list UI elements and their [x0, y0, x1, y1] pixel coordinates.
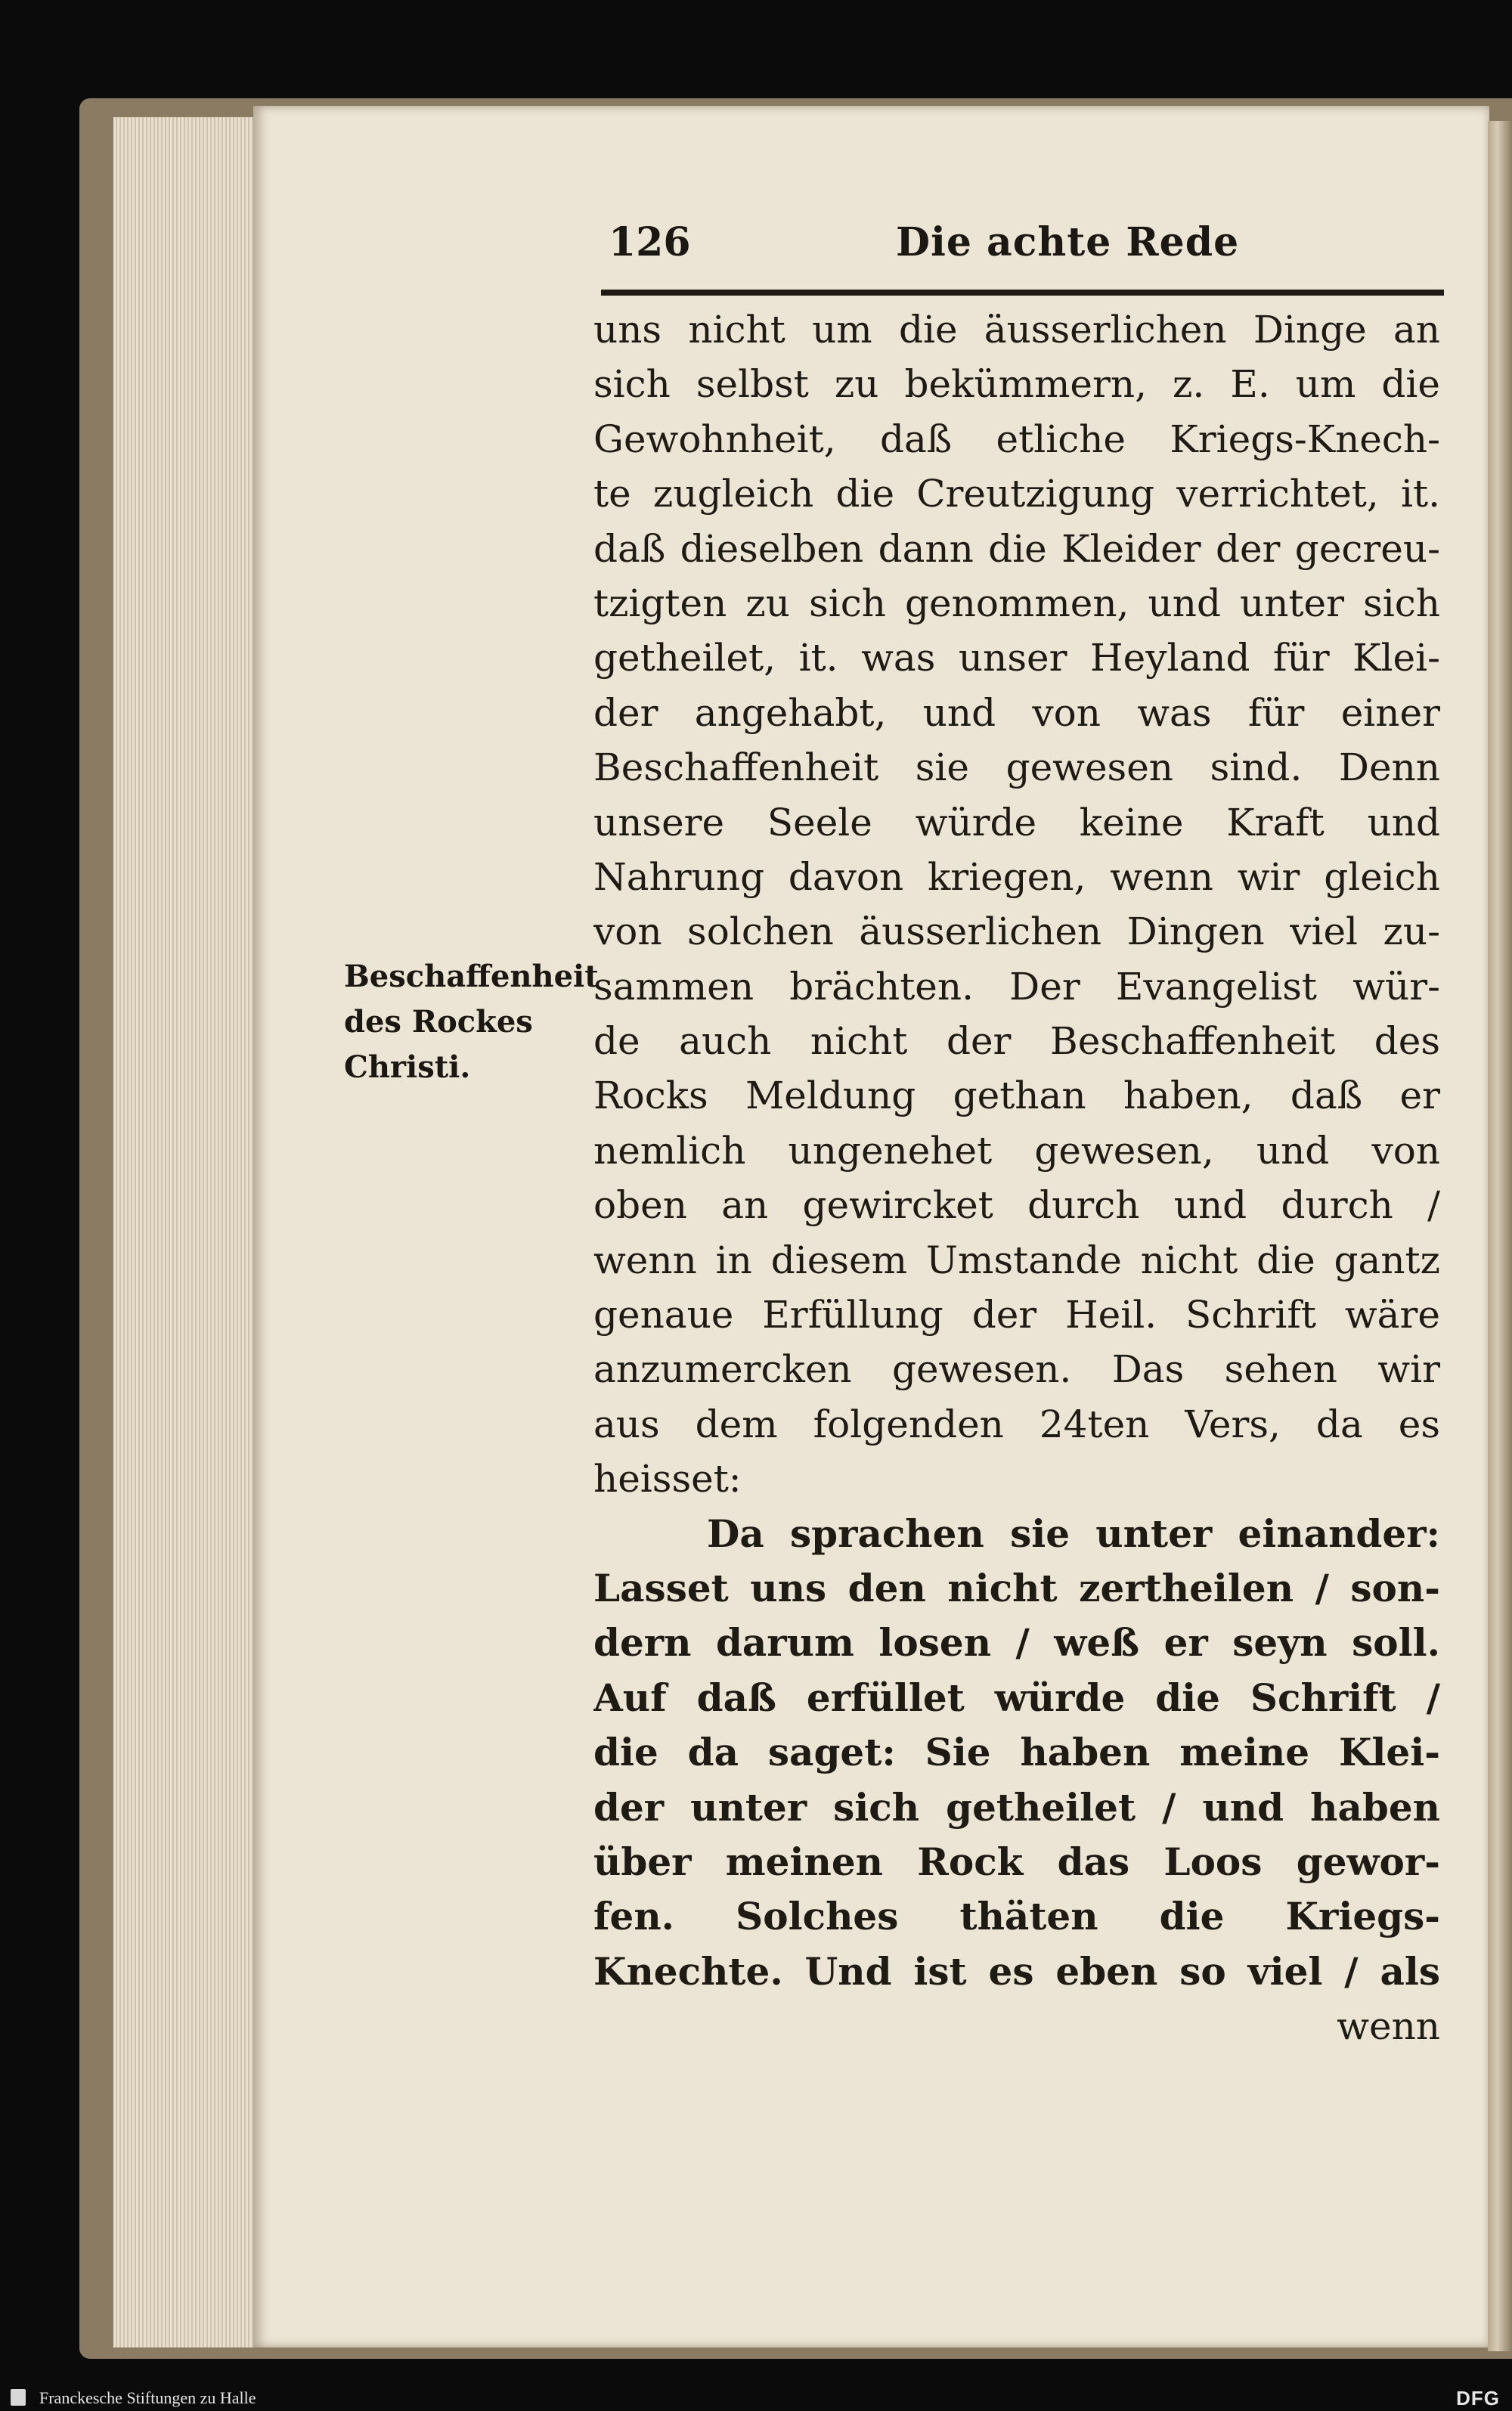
scripture-line: über meinen Rock das Loos gewor- — [593, 1839, 1440, 1884]
text-line: von solchen äusserlichen Dingen viel zu- — [593, 910, 1440, 954]
text-line: Beschaffenheit sie gewesen sind. Denn — [593, 745, 1440, 790]
scripture-line: der unter sich getheilet / und haben — [593, 1784, 1440, 1830]
scripture-line: Da sprachen sie unter einander: — [707, 1511, 1440, 1556]
footer-institution: Franckesche Stiftungen zu Halle — [39, 2388, 256, 2407]
margin-note-line: Beschaffenheit — [344, 959, 599, 994]
francke-foundations-logo-icon — [11, 2389, 26, 2406]
header-rule — [601, 290, 1444, 296]
margin-note — [344, 954, 599, 1090]
text-line: Gewohnheit, daß etliche Kriegs-Knech- — [593, 417, 1440, 461]
scripture-line: fen. Solches thäten die Kriegs- — [593, 1894, 1440, 1939]
page-right-edge — [1488, 121, 1512, 2351]
text-line: sich selbst zu bekümmern, z. E. um die — [593, 362, 1440, 407]
dfg-logo: DFG — [1456, 2387, 1500, 2409]
text-line: unsere Seele würde keine Kraft und — [593, 800, 1440, 844]
margin-note-line: Christi. — [344, 1049, 471, 1085]
text-line: uns nicht um die äusserlichen Dinge an — [593, 308, 1440, 352]
text-line: tzigten zu sich genommen, und unter sich — [593, 581, 1440, 625]
scripture-line: dern darum losen / weß er seyn soll. — [593, 1620, 1440, 1666]
header-title: Die achte Rede — [896, 219, 1240, 265]
text-line: Nahrung davon kriegen, wenn wir gleich — [593, 854, 1440, 899]
catchword: wenn — [1337, 2004, 1440, 2049]
page-number: 126 — [609, 219, 691, 265]
margin-note-line: des Rockes — [344, 1004, 533, 1040]
text-line: der angehabt, und von was für einer — [593, 690, 1440, 735]
text-line: de auch nicht der Beschaffenheit des — [593, 1019, 1440, 1064]
text-line: oben an gewircket durch und durch / — [593, 1183, 1440, 1228]
text-line: Rocks Meldung gethan haben, daß er — [593, 1074, 1440, 1118]
running-head — [609, 219, 1444, 280]
text-line: nemlich ungenehet gewesen, und von — [593, 1128, 1440, 1173]
text-line: wenn in diesem Umstande nicht die gantz — [593, 1238, 1440, 1282]
text-line: aus dem folgenden 24ten Vers, da es — [593, 1402, 1440, 1446]
scripture-line: die da saget: Sie haben meine Klei- — [593, 1730, 1440, 1775]
text-line: genaue Erfüllung der Heil. Schrift wäre — [593, 1293, 1440, 1337]
scripture-line: Lasset uns den nicht zertheilen / son- — [593, 1565, 1440, 1610]
body-text — [593, 302, 1440, 2054]
text-line: anzumercken gewesen. Das sehen wir — [593, 1347, 1440, 1392]
scripture-line: Auf daß erfüllet würde die Schrift / — [593, 1675, 1440, 1720]
text-line: sammen brächten. Der Evangelist wür- — [593, 964, 1440, 1009]
text-line: te zugleich die Creutzigung verrichtet, it. — [593, 472, 1440, 516]
footer-bar — [0, 2385, 1512, 2411]
scripture-line: Knechte. Und ist es eben so viel / als — [593, 1948, 1440, 1994]
text-line: daß dieselben dann die Kleider der gecreu- — [593, 526, 1440, 571]
text-line: getheilet, it. was unser Heyland für Klei- — [593, 636, 1440, 680]
text-line: heisset: — [593, 1457, 742, 1501]
